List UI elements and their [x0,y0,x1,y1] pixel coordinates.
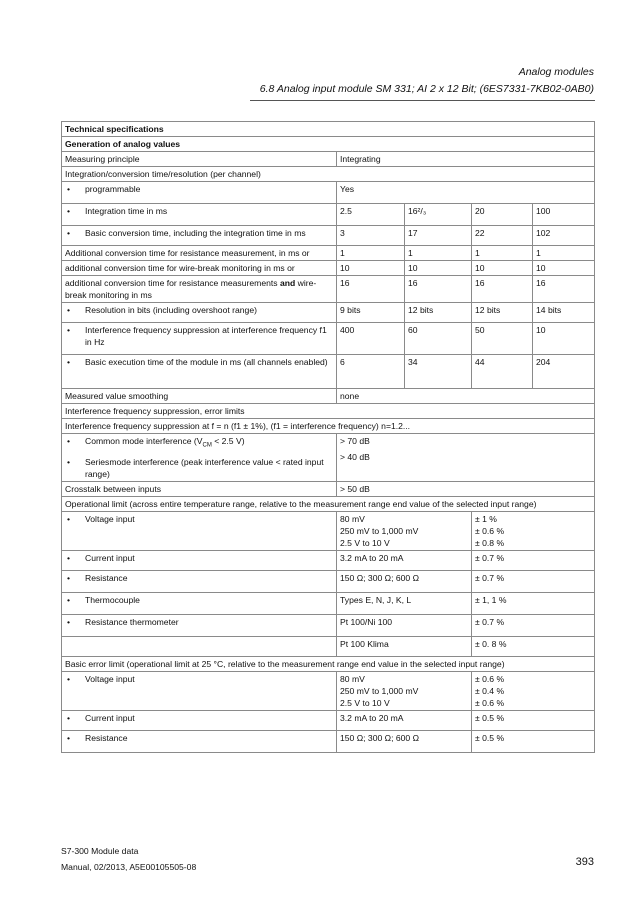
cell: 22 [472,226,533,246]
range-value: 3.2 mA to 20 mA [337,550,472,570]
table-row [62,511,595,550]
row-label: Current input [85,712,135,723]
table-row [62,550,595,570]
row-value: Integrating [337,152,595,167]
bullet-icon: • [67,552,71,563]
label-part: wire-break monitoring in ms [65,278,317,300]
range-value: 150 Ω; 300 Ω; 600 Ω [337,570,472,592]
row-label: Additional conversion time for resistance measurement, in ms or [62,246,337,261]
row-value: > 50 dB [337,481,595,496]
row-label: Measuring principle [62,152,337,167]
bullet-icon: • [67,357,71,367]
bullet-icon: • [67,436,71,446]
row-value: > 70 dB [340,436,370,446]
limit-value: ± 0.5 % [472,730,595,752]
range-value: 80 mV [340,673,365,684]
cell: 12 bits [472,303,533,323]
table-subtitle: Generation of analog values [62,137,595,152]
table-row [62,636,595,656]
cell: 16²/₃ [405,204,472,226]
row-label: Crosstalk between inputs [62,481,337,496]
table-row [62,656,595,671]
table-row [62,496,595,511]
row-value: none [337,389,595,404]
range-value: 250 mV to 1,000 mV [340,525,419,536]
section-title: 6.8 Analog input module SM 331; AI 2 x 12 Bit; (6ES7331-7KB02-0AB0) [259,83,594,95]
row-label: Resistance [85,732,128,743]
row-label: programmable [85,184,141,194]
table-row [62,276,595,303]
cell: 2.5 [337,204,405,226]
cell: 16 [337,276,405,303]
bullet-icon: • [67,673,71,684]
row-label: Seriesmode interference (peak interference value < rated input range) [85,456,324,479]
range-value: 2.5 V to 10 V [340,537,390,548]
table-row [62,323,595,355]
bullet-icon: • [67,712,71,723]
row-label: Measured value smoothing [62,389,337,404]
bullet-icon: • [67,594,71,605]
bullet-icon: • [67,572,71,583]
limit-value: ± 0.4 % [475,685,505,696]
table-row [62,434,595,482]
table-row [62,404,595,419]
table-row [62,710,595,730]
cell: 102 [533,226,595,246]
row-label [62,276,337,303]
table-row [62,570,595,592]
row-heading: Interference frequency suppression at f = n (f1 ± 1%), (f1 = interference frequency) n=1.2... [62,419,595,434]
cell: 100 [533,204,595,226]
row-heading: Operational limit (across entire temperature range, relative to the measurement range end value of the selected input range) [62,496,595,511]
limit-value: ± 0.7 % [472,570,595,592]
row-label: Resistance [85,572,128,583]
range-value: 80 mV [340,513,365,524]
cell: 10 [533,261,595,276]
row-label: Current input [85,552,135,563]
range-value: 250 mV to 1,000 mV [340,685,419,696]
limit-value: ± 0. 8 % [472,636,595,656]
range-value: Pt 100 Klima [337,636,472,656]
cell: 1 [337,246,405,261]
bullet-icon: • [67,305,71,315]
limit-value: ± 0.7 % [472,550,595,570]
label-emphasis: and [279,278,296,288]
label-part: < 2.5 V) [211,436,245,446]
cell: 10 [337,261,405,276]
footer-manual-id: Manual, 02/2013, A5E00105505-08 [61,862,197,872]
bullet-icon: • [67,513,71,524]
cell: 204 [533,355,595,389]
bullet-icon: • [67,732,71,743]
cell: 34 [405,355,472,389]
table-row [62,246,595,261]
cell: 1 [405,246,472,261]
cell: 10 [472,261,533,276]
cell: 1 [472,246,533,261]
limit-value: ± 0.5 % [472,710,595,730]
cell: 16 [533,276,595,303]
table-row [62,261,595,276]
table-row [62,182,595,204]
cell: 6 [337,355,405,389]
row-heading: Integration/conversion time/resolution (per channel) [62,167,595,182]
cell: 12 bits [405,303,472,323]
cell: 17 [405,226,472,246]
range-value: 150 Ω; 300 Ω; 600 Ω [337,730,472,752]
label-subscript: CM [202,442,212,449]
table-title-row [62,122,595,137]
table-title: Technical specifications [62,122,595,137]
table-row [62,355,595,389]
cell: 50 [472,323,533,355]
cell: 3 [337,226,405,246]
bullet-icon: • [67,325,71,335]
cell: 10 [533,323,595,355]
label-part: additional conversion time for resistance measurements [65,278,280,288]
cell: 1 [533,246,595,261]
row-label: Resistance thermometer [85,616,179,627]
header-divider [250,100,595,101]
cell: 9 bits [337,303,405,323]
table-row [62,481,595,496]
table-row [62,419,595,434]
limit-value: ± 0.7 % [472,614,595,636]
empty-cell [62,636,337,656]
row-label: Resolution in bits (including overshoot range) [85,305,257,315]
bullet-icon: • [67,616,71,627]
table-row [62,730,595,752]
row-value: Yes [337,182,595,204]
bullet-icon: • [67,184,71,194]
table-row [62,389,595,404]
row-heading: Basic error limit (operational limit at 25 °C, relative to the measurement range end value in the selected input range) [62,656,595,671]
table-row [62,167,595,182]
cell: 16 [405,276,472,303]
chapter-title: Analog modules [518,66,594,78]
cell: 400 [337,323,405,355]
limit-value: ± 1 % [475,513,497,524]
table-subtitle-row [62,137,595,152]
range-value: 2.5 V to 10 V [340,697,390,708]
row-label: Thermocouple [85,594,140,605]
label-part: Common mode interference (V [85,436,203,446]
range-value: Types E, N, J, K, L [337,592,472,614]
row-label [85,435,245,452]
footer-doc-title: S7-300 Module data [61,846,139,856]
table-row [62,671,595,710]
row-label: Integration time in ms [85,206,168,216]
table-row [62,614,595,636]
bullet-icon: • [67,228,71,238]
spec-table [61,121,595,753]
cell: 14 bits [533,303,595,323]
cell: 10 [405,261,472,276]
table-row [62,152,595,167]
range-value: Pt 100/Ni 100 [337,614,472,636]
table-row [62,204,595,226]
limit-value: ± 0.6 % [475,673,505,684]
cell: 16 [472,276,533,303]
range-value: 3.2 mA to 20 mA [337,710,472,730]
table-row [62,226,595,246]
row-label: Voltage input [85,513,135,524]
cell: 60 [405,323,472,355]
page-number: 393 [575,856,594,868]
table-row [62,303,595,323]
table-row [62,592,595,614]
row-label: Basic conversion time, including the integration time in ms [85,228,306,238]
limit-value: ± 0.6 % [475,525,505,536]
row-label: Interference frequency suppression at interference frequency f1 in Hz [85,325,327,347]
row-value: > 40 dB [340,452,370,462]
bullet-icon: • [67,206,71,216]
limit-value: ± 0.8 % [475,537,505,548]
cell: 20 [472,204,533,226]
row-label: Basic execution time of the module in ms (all channels enabled) [85,357,328,367]
row-label: additional conversion time for wire-break monitoring in ms or [62,261,337,276]
bullet-icon: • [67,456,71,467]
row-label: Voltage input [85,673,135,684]
cell: 44 [472,355,533,389]
limit-value: ± 0.6 % [475,697,505,708]
limit-value: ± 1, 1 % [472,592,595,614]
row-heading: Interference frequency suppression, error limits [62,404,595,419]
